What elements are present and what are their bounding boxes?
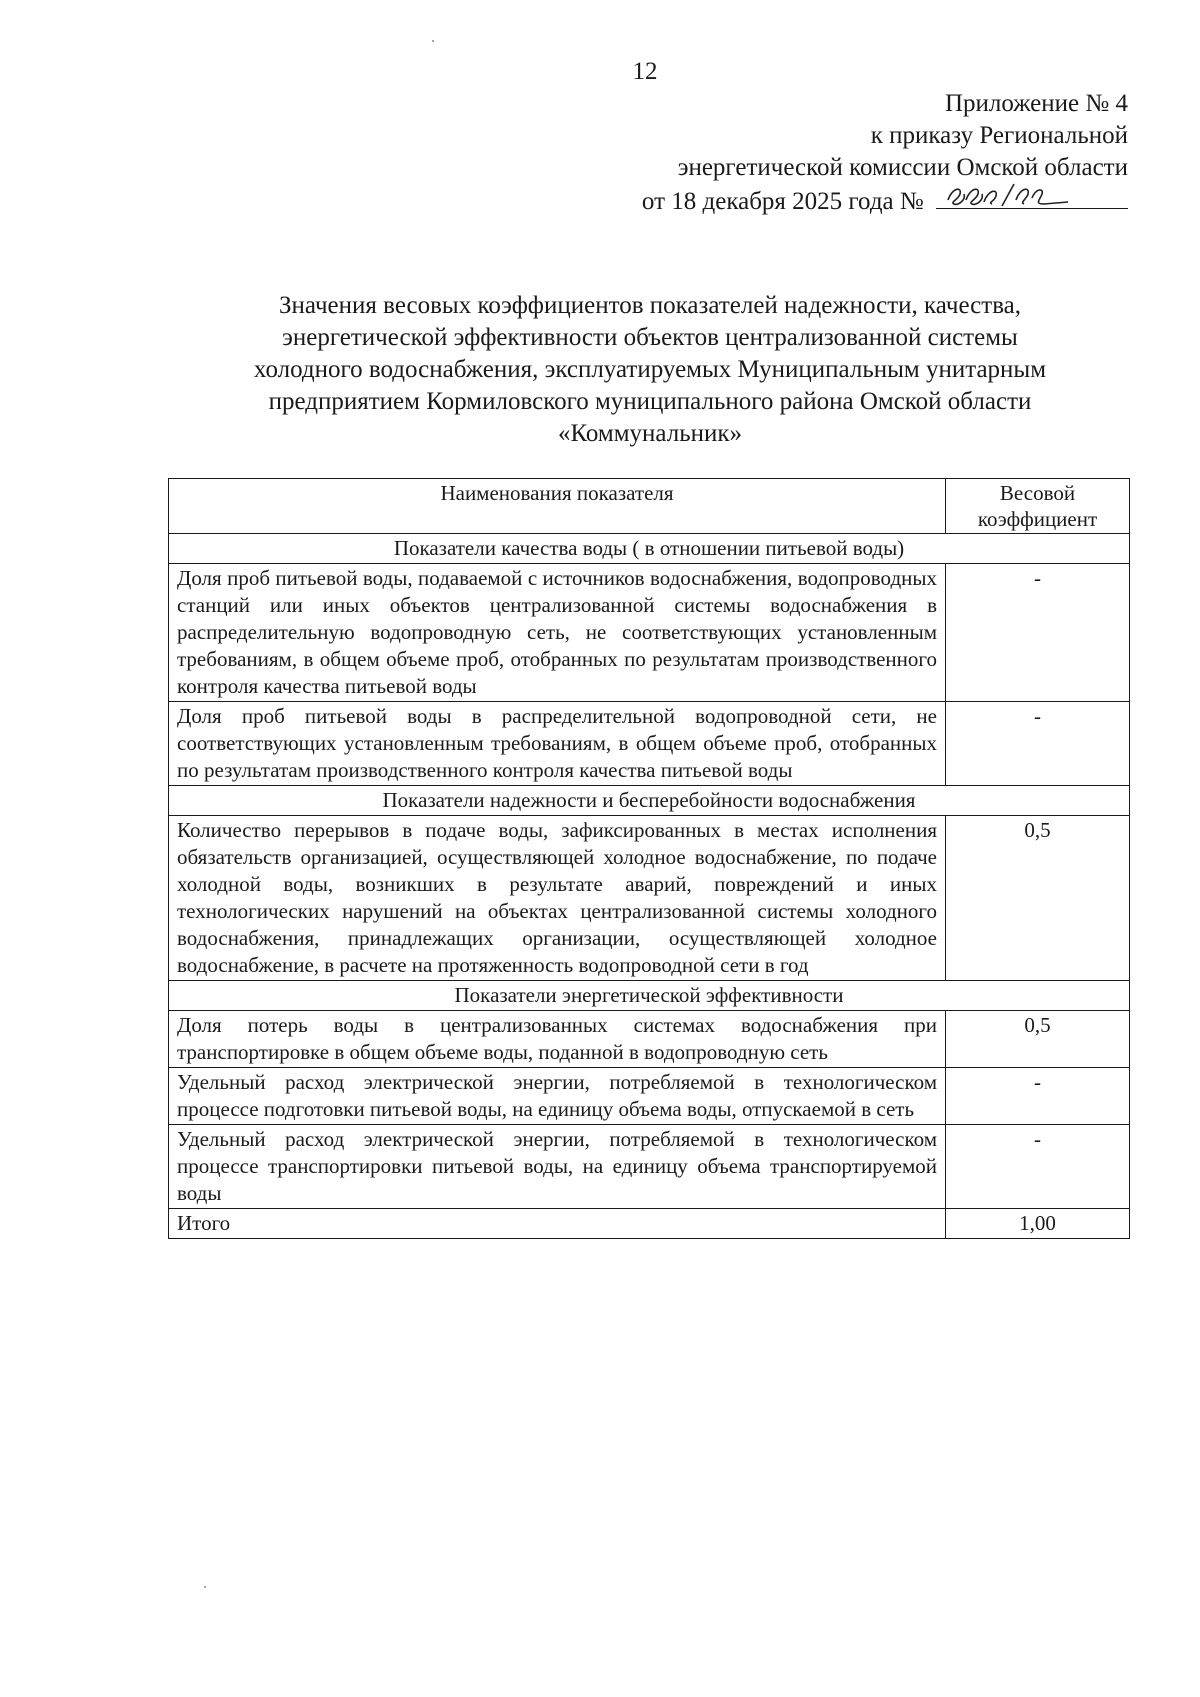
indicator-weight: 0,5 — [946, 816, 1130, 981]
indicator-weight: - — [946, 564, 1130, 702]
weights-table — [168, 478, 1130, 1239]
appendix-line-1: Приложение № 4 — [944, 90, 1128, 117]
title-line-3: холодного водоснабжения, эксплуатируемых Муниципальным унитарным — [253, 356, 1047, 383]
indicator-weight: - — [946, 1068, 1130, 1125]
indicator-weight: 0,5 — [946, 1011, 1130, 1068]
header-indicator-name: Наименования показателя — [169, 479, 946, 534]
table-row — [169, 816, 1130, 981]
table-header-row — [169, 479, 1130, 534]
appendix-header — [528, 88, 1128, 218]
section-row — [169, 534, 1130, 564]
section-row — [169, 981, 1130, 1011]
scan-speck — [432, 40, 434, 42]
indicator-name: Удельный расход электрической энергии, потребляемой в технологическом процессе транспортировки питьевой воды, на единицу объема транспортируемой воды — [169, 1125, 946, 1209]
document-title — [170, 290, 1130, 450]
title-line-2: энергетической эффективности объектов централизованной системы — [282, 324, 1018, 351]
table-row — [169, 702, 1130, 786]
section-title-energy: Показатели энергетической эффективности — [169, 981, 1130, 1011]
appendix-line-2: к приказу Региональной — [870, 122, 1128, 149]
indicator-weight: - — [946, 702, 1130, 786]
title-line-5: «Коммунальник» — [557, 420, 743, 447]
appendix-line-4 — [528, 184, 1128, 218]
indicator-name: Удельный расход электрической энергии, потребляемой в технологическом процессе подготовки питьевой воды, на единицу объема воды, отпускаемой в сеть — [169, 1068, 946, 1125]
title-line-4: предприятием Кормиловского муниципального района Омской области — [268, 388, 1032, 415]
table-row — [169, 1011, 1130, 1068]
indicator-name: Доля потерь воды в централизованных системах водоснабжения при транспортировке в общем объеме воды, поданной в водопроводную сеть — [169, 1011, 946, 1068]
section-row — [169, 786, 1130, 816]
table-row — [169, 1125, 1130, 1209]
scan-speck — [204, 1586, 206, 1588]
indicator-weight: - — [946, 1125, 1130, 1209]
handwritten-number-icon — [944, 178, 1074, 210]
title-line-1: Значения весовых коэффициентов показателей надежности, качества, — [278, 292, 1022, 319]
table-row — [169, 564, 1130, 702]
header-weight: Весовой коэффициент — [946, 479, 1130, 534]
indicator-name: Доля проб питьевой воды, подаваемой с источников водоснабжения, водопроводных станций или иных объектов централизованной системы водоснабжения в распределительную водопроводную сеть, не соответствующих установленным требованиям, в общем объеме проб, отобранных по результатам производственного контроля качества питьевой воды — [169, 564, 946, 702]
section-title-reliability: Показатели надежности и бесперебойности водоснабжения — [169, 786, 1130, 816]
order-number-signature — [936, 184, 1128, 209]
total-label: Итого — [169, 1209, 946, 1239]
order-date-text: от 18 декабря 2025 года № — [641, 188, 924, 215]
table-row — [169, 1068, 1130, 1125]
indicator-name: Доля проб питьевой воды в распределительной водопроводной сети, не соответствующих установленным требованиям, в общем объеме проб, отобранных по результатам производственного контроля качества питьевой воды — [169, 702, 946, 786]
total-value: 1,00 — [946, 1209, 1130, 1239]
section-title-quality: Показатели качества воды ( в отношении питьевой воды) — [169, 534, 1130, 564]
total-row — [169, 1209, 1130, 1239]
page-number: 12 — [632, 58, 658, 85]
indicator-name: Количество перерывов в подаче воды, зафиксированных в местах исполнения обязательств организацией, осуществляющей холодное водоснабжение, по подаче холодной воды, возникших в результате аварий, повреждений и иных технологических нарушений на объектах централизованной системы холодного водоснабжения, принадлежащих организации, осуществляющей холодное водоснабжение, в расчете на протяженность водопроводной сети в год — [169, 816, 946, 981]
appendix-line-3: энергетической комиссии Омской области — [677, 154, 1128, 181]
